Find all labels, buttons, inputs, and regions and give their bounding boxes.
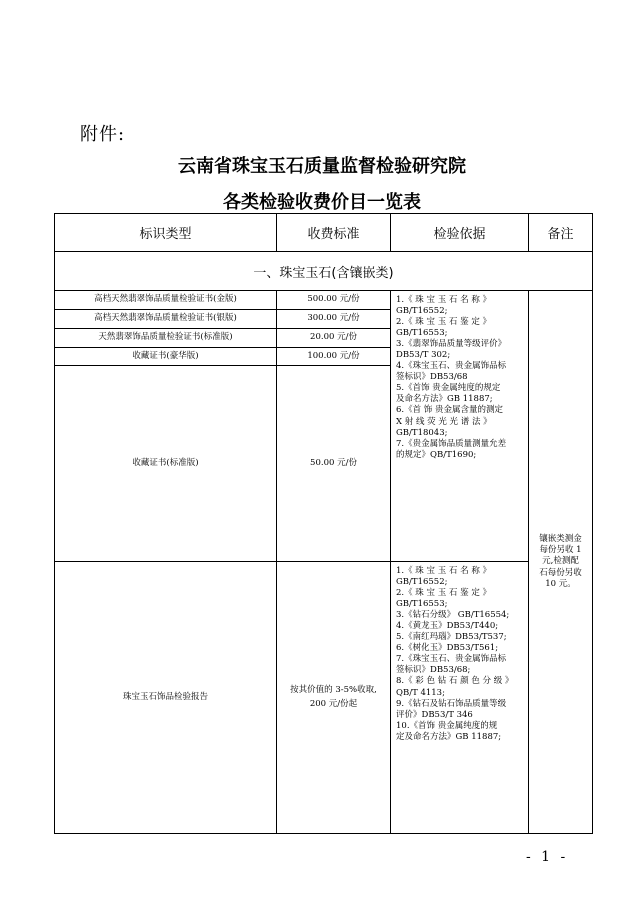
basis-line: 3.《翡翠饰品质量等级评价》 [396, 339, 507, 350]
basis-line: QB/T 4113; [396, 687, 445, 698]
basis-line: 及命名方法》GB 11887; [396, 394, 493, 405]
basis-line: 1.《 珠 宝 玉 石 名 称 》 [396, 295, 492, 305]
basis-line: 签标识》DB53/68; [396, 665, 471, 676]
basis-line: 6.《树化玉》DB53/T561; [396, 643, 499, 654]
basis-line: 1.《 珠 宝 玉 石 名 称 》 [396, 566, 492, 576]
remark-line: 元,检测配 [542, 556, 579, 567]
cell-fee: 20.00 元/份 [277, 329, 391, 348]
basis-line: GB/T18043; [396, 427, 448, 438]
basis-line: 定及命名方法》GB 11887; [396, 731, 502, 742]
cell-type: 高档天然翡翠饰品质量检验证书(金版) [55, 291, 277, 310]
cell-fee: 500.00 元/份 [277, 291, 391, 310]
document-title: 云南省珠宝玉石质量监督检验研究院 [178, 156, 466, 177]
cell-fee: 50.00 元/份 [277, 366, 391, 562]
basis-line: 8.《 彩 色 钻 石 颜 色 分 级 》 [396, 676, 514, 687]
basis-line: 4.《黄龙玉》DB53/T440; [396, 621, 499, 632]
header-cell-type: 标识类型 [55, 214, 277, 252]
basis-cell-group2 [391, 562, 529, 834]
basis-line: 7.《贵金属饰品质量测量允差 [396, 438, 507, 449]
basis-line: GB/T16553; [396, 599, 448, 610]
basis-line: 9.《钻石及钻石饰品质量等级 [396, 698, 507, 709]
header-cell-basis: 检验依据 [391, 214, 529, 252]
section-row [55, 252, 593, 291]
basis-line: 评价》DB53/T 346 [396, 709, 473, 720]
basis-line: 签标识》DB53/68 [396, 372, 468, 383]
header-cell-remark: 备注 [529, 214, 593, 252]
cell-type: 收藏证书(标准版) [55, 366, 277, 562]
page-number: - 1 - [526, 849, 569, 865]
remark-cell [529, 291, 593, 834]
basis-line: 5.《首饰 贵金属纯度的规定 [396, 383, 501, 394]
table-row [55, 291, 593, 310]
remark-line: 石每份另收 [539, 567, 582, 578]
basis-line: 5.《南红玛瑙》DB53/T537; [396, 632, 507, 643]
table-header-row [55, 214, 593, 252]
basis-line: 2.《 珠 宝 玉 石 鉴 定 》 [396, 317, 492, 328]
cell-type: 收藏证书(豪华版) [55, 348, 277, 366]
basis-cell-group1 [391, 291, 529, 562]
remark-line: 10 元。 [545, 578, 576, 589]
basis-line: 7.《珠宝玉石、贵金属饰品标 [396, 654, 507, 665]
basis-line: 10.《首饰 贵金属纯度的规 [396, 720, 498, 731]
basis-line: 6.《首 饰 贵金属含量的测定 [396, 405, 504, 416]
table-row [55, 562, 593, 834]
fee-line: 按其价值的 3-5%收取, [290, 684, 377, 695]
section-heading: 一、珠宝玉石(含镶嵌类) [55, 252, 593, 291]
fee-line: 200 元/份起 [309, 699, 358, 709]
basis-line: GB/T16553; [396, 328, 448, 339]
header-cell-fee: 收费标准 [277, 214, 391, 252]
basis-line: 2.《 珠 宝 玉 石 鉴 定 》 [396, 588, 492, 599]
fee-table [54, 213, 593, 834]
cell-type: 天然翡翠饰品质量检验证书(标准版) [55, 329, 277, 348]
basis-line: GB/T16552; [396, 306, 448, 317]
remark-line: 每份另收 1 [539, 545, 582, 556]
cell-type: 珠宝玉石饰品检验报告 [55, 562, 277, 834]
cell-fee: 300.00 元/份 [277, 310, 391, 329]
basis-line: DB53/T 302; [396, 350, 451, 361]
basis-line: GB/T16552; [396, 577, 448, 588]
attachment-label: 附件: [80, 124, 126, 145]
cell-fee [277, 562, 391, 834]
basis-line: X 射 线 荧 光 光 谱 法 》 [396, 416, 492, 427]
cell-type: 高档天然翡翠饰品质量检验证书(银版) [55, 310, 277, 329]
remark-line: 镶嵌类测金 [539, 534, 582, 545]
cell-fee: 100.00 元/份 [277, 348, 391, 366]
basis-line: 的规定》QB/T1690; [396, 449, 477, 460]
basis-line: 4.《珠宝玉石、贵金属饰品标 [396, 361, 507, 372]
basis-line: 3.《钻石分级》 GB/T16554; [396, 610, 510, 621]
document-subtitle: 各类检验收费价目一览表 [223, 192, 421, 213]
